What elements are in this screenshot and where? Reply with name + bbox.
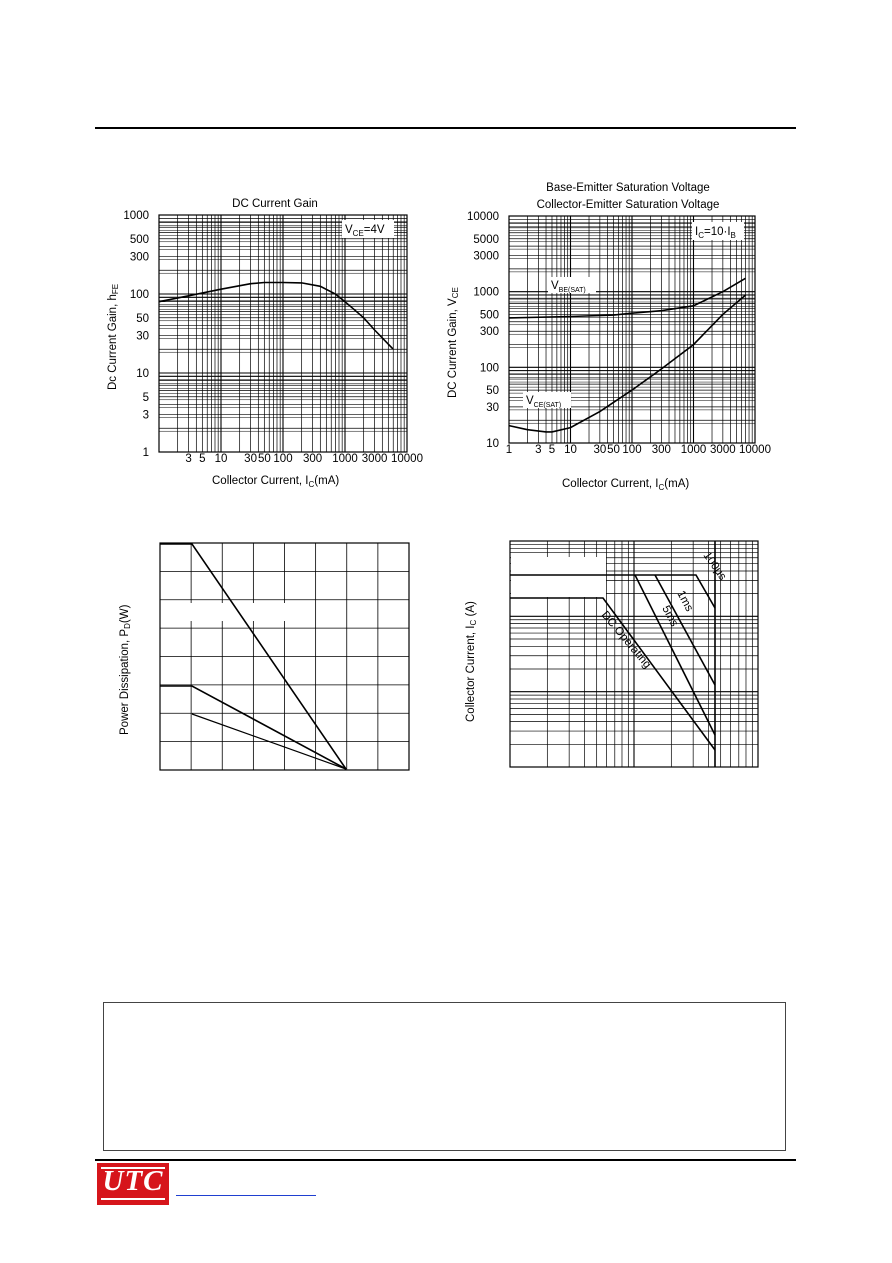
soa-label-1ms: 1ms xyxy=(674,588,696,614)
soa-chart xyxy=(465,541,758,767)
dc-gain-x-ticks xyxy=(185,453,423,465)
x-tick-label: 1000 xyxy=(332,453,358,465)
x-tick-label: 3000 xyxy=(361,453,388,465)
x-tick-label: 300 xyxy=(302,453,323,465)
y-tick-label: 50 xyxy=(486,385,499,398)
y-tick-label: 10 xyxy=(136,368,149,380)
x-tick-label: 30 xyxy=(244,453,257,465)
utc-logo xyxy=(97,1163,169,1205)
x-tick-label: 5 xyxy=(548,444,556,456)
saturation-x-ticks xyxy=(506,444,771,456)
saturation-chart xyxy=(447,182,771,492)
notice-box xyxy=(103,1002,786,1151)
x-tick-label: 10 xyxy=(214,453,228,465)
y-tick-label: 50 xyxy=(136,312,149,325)
x-tick-label: 100 xyxy=(622,444,642,456)
x-tick-label: 30 xyxy=(593,444,607,456)
dc-gain-annotation: $V_{CE}=4V$ xyxy=(345,224,385,238)
saturation-title-line1: Base-Emitter Saturation Voltage xyxy=(546,182,710,194)
vce-sat-label: $V_{CE(SAT)}$ xyxy=(526,395,562,409)
footer-rule xyxy=(95,1159,796,1161)
saturation-y-ticks xyxy=(467,211,499,450)
soa-label-100us: 100μs xyxy=(700,549,729,583)
soa-label-dc: DC Operating xyxy=(598,609,654,671)
power-chart xyxy=(119,543,409,770)
x-tick-label: 1 xyxy=(505,444,513,456)
power-y-label: Power Dissipation, PD(W) xyxy=(119,604,132,735)
saturation-y-label: DC Current Gain, VCE xyxy=(447,287,460,398)
x-tick-label: 3 xyxy=(535,444,542,456)
x-tick-label: 10000 xyxy=(391,453,423,465)
y-tick-label: 100 xyxy=(479,362,499,375)
y-tick-label: 300 xyxy=(129,251,149,264)
saturation-x-label: Collector Current, $I_C(mA)$ xyxy=(562,478,690,492)
dc-gain-y-label: Dc Current Gain, hFE xyxy=(107,283,120,390)
y-tick-label: 5000 xyxy=(473,233,499,246)
x-tick-label: 300 xyxy=(651,444,671,456)
y-tick-label: 30 xyxy=(136,330,149,343)
y-tick-label: 10000 xyxy=(467,211,499,223)
dc-gain-grid xyxy=(159,215,407,452)
y-tick-label: 500 xyxy=(129,233,149,246)
dc-gain-curve xyxy=(159,283,393,350)
soa-gap xyxy=(511,557,606,597)
dc-gain-y-ticks xyxy=(123,210,149,459)
x-tick-label: 100 xyxy=(273,453,293,465)
logo-text: UTC xyxy=(102,1165,164,1197)
y-tick-label: 3 xyxy=(142,409,149,422)
dc-gain-title: DC Current Gain xyxy=(232,198,318,210)
soa-label-5ms: 5ms xyxy=(659,603,681,629)
x-tick-label: 10 xyxy=(564,444,577,456)
dc-gain-chart xyxy=(107,198,423,489)
y-tick-label: 500 xyxy=(479,309,499,322)
power-gap-2 xyxy=(161,742,189,747)
y-tick-label: 300 xyxy=(479,326,499,339)
y-tick-label: 5 xyxy=(142,391,149,404)
x-tick-label: 3000 xyxy=(710,444,736,456)
x-tick-label: 10000 xyxy=(739,444,771,456)
soa-y-label: Collector Current, IC (A) xyxy=(465,601,478,722)
logo-bottom-line xyxy=(101,1198,165,1200)
y-tick-label: 100 xyxy=(129,289,149,301)
y-tick-label: 3000 xyxy=(473,250,499,263)
y-tick-label: 30 xyxy=(486,401,499,414)
dc-gain-x-label: Collector Current, $I_C(mA)$ xyxy=(212,475,340,489)
y-tick-label: 1 xyxy=(142,447,149,459)
y-tick-label: 1000 xyxy=(123,210,149,222)
y-tick-label: 1000 xyxy=(473,286,499,299)
x-tick-label: 50 xyxy=(607,444,620,456)
vbe-sat-label: $V_{BE(SAT)}$ xyxy=(551,280,586,294)
vce-sat-curve xyxy=(509,295,746,432)
power-gap-1 xyxy=(190,603,290,621)
y-tick-label: 10 xyxy=(486,438,499,450)
x-tick-label: 5 xyxy=(199,453,206,465)
website-link-underline[interactable] xyxy=(176,1195,316,1196)
x-tick-label: 50 xyxy=(257,453,271,465)
x-tick-label: 1000 xyxy=(680,444,707,456)
saturation-title-line2: Collector-Emitter Saturation Voltage xyxy=(536,199,720,211)
x-tick-label: 3 xyxy=(185,453,192,465)
saturation-annotation: $I_C=10\cdot I_B$ xyxy=(695,226,736,240)
